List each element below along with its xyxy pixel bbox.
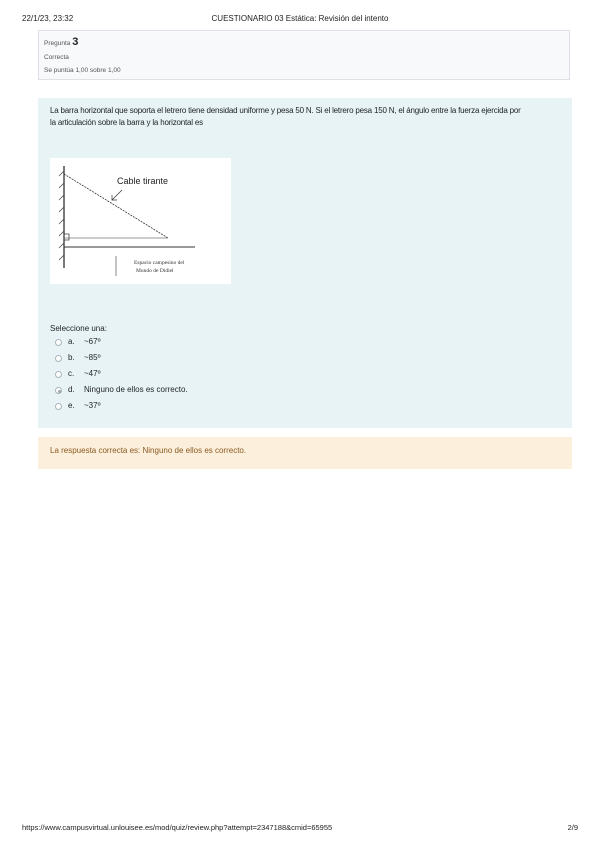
- question-number-line: [44, 36, 564, 48]
- feedback-text: La respuesta correcta es: Ninguno de ellos es correcto.: [50, 446, 247, 455]
- option-a-letter: a.: [68, 337, 75, 346]
- question-figure: [50, 158, 231, 284]
- sign-bar-diagram: [50, 158, 231, 284]
- option-e-text: ~37º: [84, 401, 101, 410]
- select-prompt: Seleccione una:: [50, 324, 107, 333]
- cable-arrow: [112, 190, 122, 200]
- print-header: [22, 14, 578, 26]
- print-datetime: 22/1/23, 23:32: [22, 14, 74, 23]
- radio-b[interactable]: [55, 355, 62, 362]
- question-info-box: [38, 30, 570, 80]
- print-footer: [22, 823, 578, 835]
- figure-caption-line1: Espacio campesino del: [134, 260, 185, 266]
- question-content-box: [38, 98, 572, 428]
- radio-c[interactable]: [55, 371, 62, 378]
- question-text-line1: La barra horizontal que soporta el letrero tiene densidad uniforme y pesa 50 N. Si el letrero pesa 150 N, el ángulo entre la fuerza ejercida por: [50, 106, 521, 115]
- option-d-text: Ninguno de ellos es correcto.: [84, 385, 188, 394]
- question-status: Correcta: [44, 54, 69, 61]
- print-title: CUESTIONARIO 03 Estática: Revisión del intento: [211, 14, 389, 23]
- question-text-line2: la articulación sobre la barra y la horizontal es: [50, 118, 203, 127]
- question-text: [50, 105, 560, 129]
- question-number: 3: [72, 36, 79, 48]
- wall-hatching: [59, 171, 64, 260]
- option-b-letter: b.: [68, 353, 75, 362]
- option-a[interactable]: [50, 336, 107, 352]
- answer-block: [50, 324, 188, 416]
- option-b[interactable]: [50, 352, 107, 368]
- option-c-letter: c.: [68, 369, 75, 378]
- option-d[interactable]: [50, 384, 188, 400]
- option-c-text: ~47º: [84, 369, 101, 378]
- question-score: Se puntúa 1,00 sobre 1,00: [44, 67, 121, 74]
- question-label: Pregunta: [44, 40, 71, 47]
- option-b-text: ~85º: [84, 353, 101, 362]
- option-e[interactable]: [50, 400, 107, 416]
- option-e-letter: e.: [68, 401, 75, 410]
- radio-a[interactable]: [55, 339, 62, 346]
- print-url: https://www.campusvirtual.unlouisee.es/mod/quiz/review.php?attempt=2347188&cmid=65955: [22, 823, 333, 832]
- figure-caption-line2: Mundo de Didiel: [136, 268, 174, 274]
- cable-label: Cable tirante: [117, 176, 169, 186]
- hinge-mark: [64, 234, 69, 240]
- option-d-letter: d.: [68, 385, 75, 394]
- option-c[interactable]: [50, 368, 107, 384]
- print-page-number: 2/9: [567, 823, 578, 832]
- correct-answer-feedback: [38, 437, 572, 469]
- radio-e[interactable]: [55, 403, 62, 410]
- option-a-text: ~67º: [84, 337, 101, 346]
- radio-d-selected[interactable]: [55, 387, 62, 394]
